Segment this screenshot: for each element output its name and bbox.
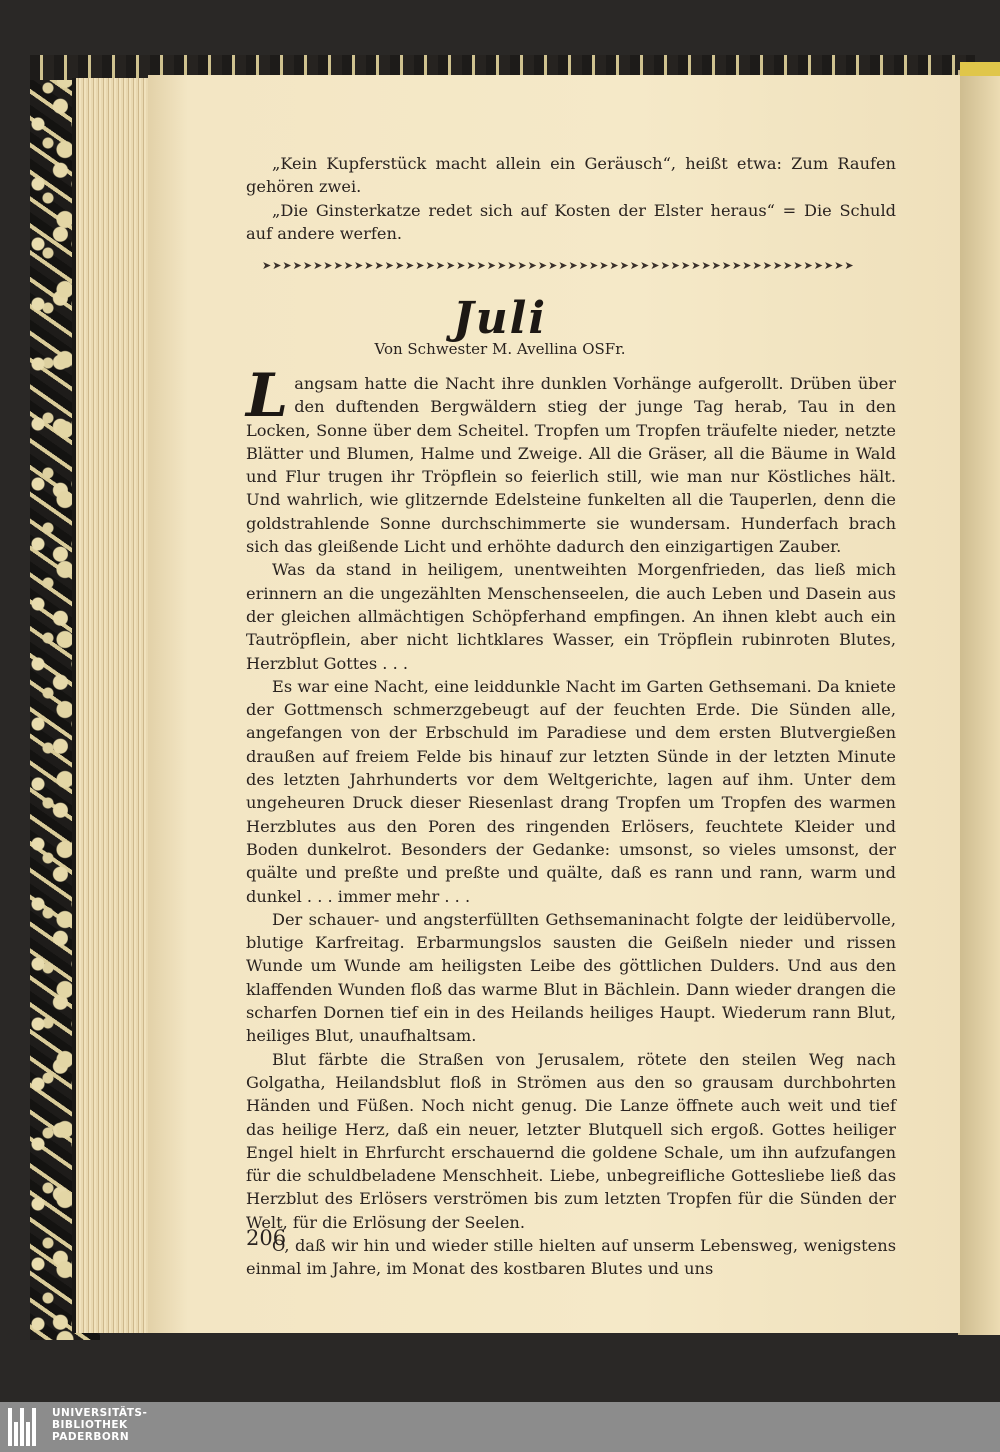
library-footer <box>0 1402 1000 1452</box>
facing-page-edge <box>958 70 1000 1335</box>
paragraph-text: angsam hatte die Nacht ihre dunklen Vorhänge aufgerollt. Drüben über den duftenden Bergwäldern stieg der junge Tag herab, Tau in den Locken, Sonne über dem Scheitel. Tropfen um Tropfen träufelte nieder, netzte Blätter und Blumen, Halme und Zweige. All die Gräser, all die Bäume in Wald und Flur trugen ihr Tröpflein so feierlich still, wie man nur Köstliches hält. Und wahrlich, wie glitzernde Edelsteine funkelten all die Tauperlen, denn die goldstrahlende Sonne durchschimmerte sie wundersam. Hunderfach brach sich das gleißende Licht und erhöhte dadurch den einzigartigen Zauber. <box>246 374 896 557</box>
ornamental-divider: ➤➤➤➤➤➤➤➤➤➤➤➤➤➤➤➤➤➤➤➤➤➤➤➤➤➤➤➤➤➤➤➤➤➤➤➤➤➤➤➤➤➤➤➤➤➤➤➤➤➤➤➤➤➤➤➤➤➤ <box>262 259 855 272</box>
bookmark-tab <box>960 62 1000 76</box>
paragraph: Der schauer- und angsterfüllten Gethsemaninacht folgte der leidübervolle, blutige Karfreitag. Erbarmungslos sausten die Geißeln nieder und rissen Wunde um Wunde am heiligsten Leibe des göttlichen Dulders. Und aus den klaffenden Wunden floß das warme Blut in Bächlein. Dann wieder drangen die scharfen Dornen tief ein in des Heilands heiliges Haupt. Wiederum rann Blut, heiliges Blut, unaufhaltsam. <box>246 909 896 1046</box>
paragraph: Was da stand in heiligem, unentweihten Morgenfrieden, das ließ mich erinnern an die ungezählten Menschenseelen, die auch Leben und Dasein aus der gleichen allmächtigen Schöpferhand empfingen. An ihnen klebt auch ein Tautröpflein, aber nicht lichtklares Wasser, ein Tröpflein rubinroten Blutes, Herzblut Gottes . . . <box>246 560 896 673</box>
paragraph <box>246 361 896 558</box>
page-number: 206 <box>246 1226 287 1250</box>
library-logo-icon <box>8 1408 44 1448</box>
proverb: „Kein Kupferstück macht allein ein Geräusch“, heißt etwa: Zum Raufen gehören zwei. <box>246 154 896 197</box>
paragraph: Es war eine Nacht, eine leiddunkle Nacht im Garten Gethsemani. Da kniete der Gottmensch schmerzgebeugt auf der feuchten Erde. Die Sünden alle, angefangen von der Erbschuld im Paradiese und dem ersten Blutvergießen draußen auf freiem Felde bis hinauf zur letzten Sünde in der letzten Minute des letzten Jahrhunderts vor dem Weltgerichte, lagen auf ihm. Unter dem ungeheuren Druck dieser Riesenlast drang Tropfen um Tropfen des warmen Herzblutes aus den Poren des ringenden Erlösers, feuchtete Kleider und Boden dunkelrot. Besonders der Gedanke: umsonst, so vieles umsonst, der quälte und preßte und preßte und quälte, daß es rann und rann, warm und dunkel . . . immer mehr . . . <box>246 676 896 906</box>
library-name: UNIVERSITÄTS- BIBLIOTHEK PADERBORN <box>52 1407 148 1443</box>
article-title: Juli <box>452 293 548 344</box>
proverbs-block <box>246 152 896 245</box>
page-block-edges <box>72 78 156 1333</box>
proverb: „Die Ginsterkatze redet sich auf Kosten der Elster heraus“ = Die Schuld auf andere werfen. <box>246 200 896 243</box>
paragraph: Blut färbte die Straßen von Jerusalem, rötete den steilen Weg nach Golgatha, Heilandsblut floß in Strömen aus den so grausam durchbohrten Händen und Füßen. Noch nicht genug. Die Lanze öffnete auch weit und tief das heilige Herz, daß ein neuer, letzter Blutquell sich ergoß. Gottes heiliger Engel hielt in Ehrfurcht erschauernd die goldene Schale, um ihn aufzufangen für die schuldbeladene Menschheit. Liebe, unbegreifliche Gottesliebe ließ das Herzblut des Erlösers verströmen bis zum letzten Tropfen für die Sünden der Welt, für die Erlösung der Seelen. <box>246 1049 896 1232</box>
article-author: Von Schwester M. Avellina OSFr. <box>374 340 626 358</box>
article-body <box>246 361 896 1281</box>
paragraph: O, daß wir hin und wieder stille hielten auf unserm Lebensweg, wenigstens einmal im Jahre, im Monat des kostbaren Blutes und uns <box>246 1235 896 1279</box>
drop-cap: L <box>246 361 289 431</box>
